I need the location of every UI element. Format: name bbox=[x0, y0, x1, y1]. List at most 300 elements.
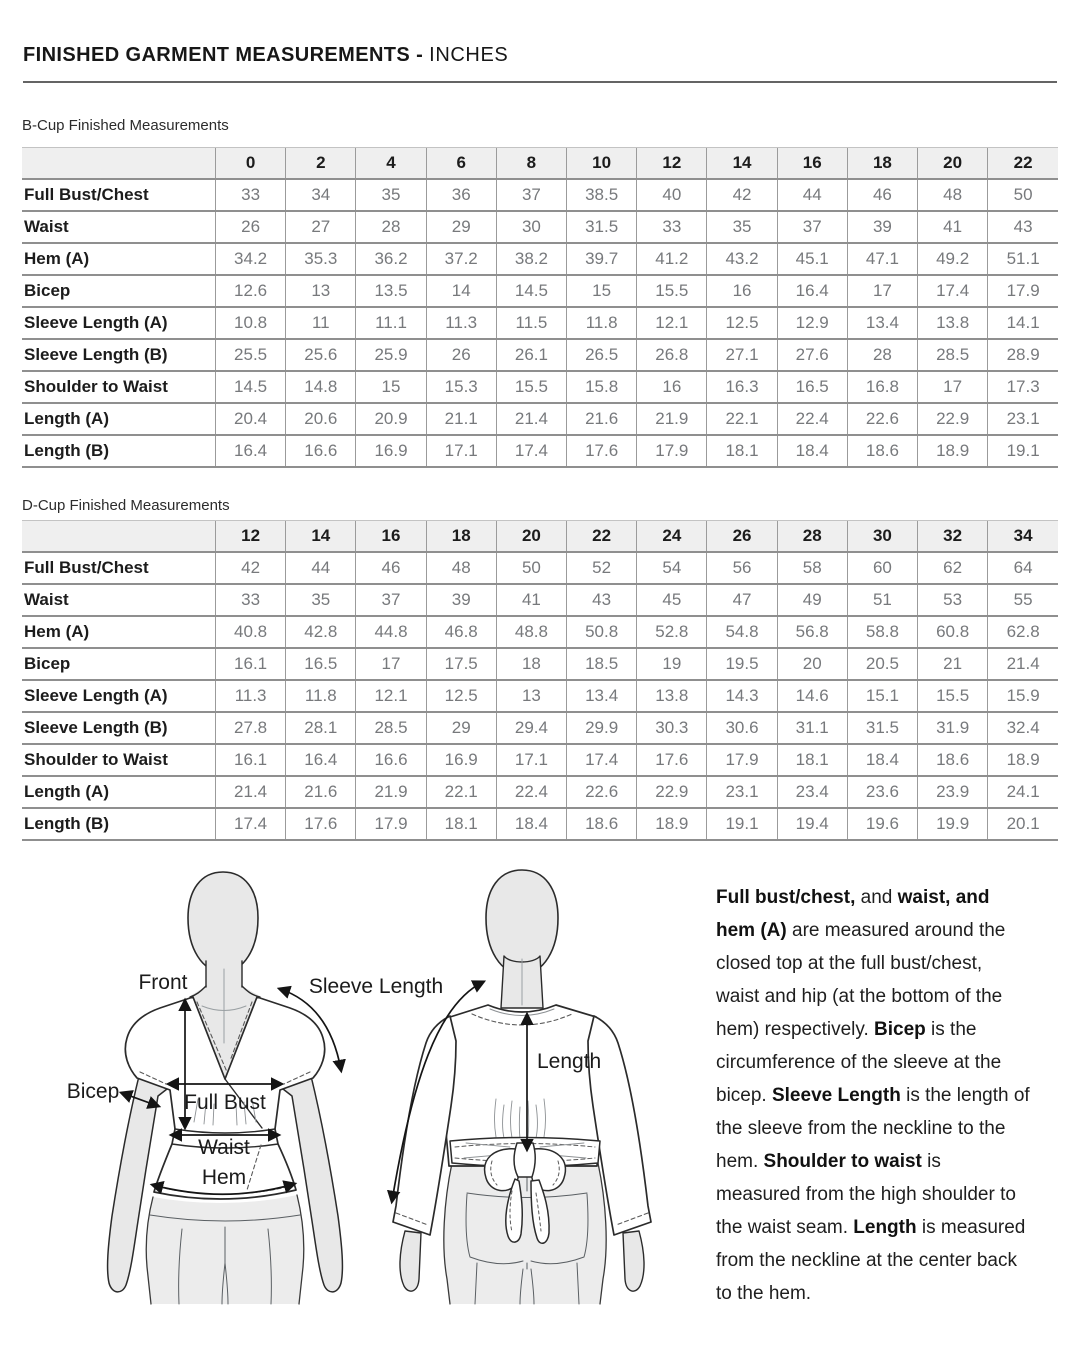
measurement-value: 44 bbox=[286, 552, 356, 584]
measurement-value: 20.4 bbox=[216, 403, 286, 435]
measurement-value: 19.1 bbox=[707, 808, 777, 840]
measurement-value: 22.4 bbox=[777, 403, 847, 435]
measurement-value: 31.1 bbox=[777, 712, 847, 744]
measurement-diagram bbox=[20, 866, 710, 1346]
measurement-label: Full Bust/Chest bbox=[22, 552, 216, 584]
measurement-value: 23.4 bbox=[777, 776, 847, 808]
measurement-value: 16.9 bbox=[356, 435, 426, 467]
d-cup-section bbox=[22, 497, 1058, 841]
description-term: waist, and hem (A) bbox=[716, 887, 990, 941]
measurement-value: 14.5 bbox=[216, 371, 286, 403]
measurement-value: 17.6 bbox=[637, 744, 707, 776]
measurement-value: 19.5 bbox=[707, 648, 777, 680]
measurement-value: 18.1 bbox=[777, 744, 847, 776]
page-title bbox=[23, 44, 1057, 67]
measurement-value: 17.1 bbox=[496, 744, 566, 776]
measurement-value: 18 bbox=[496, 648, 566, 680]
measurement-value: 33 bbox=[216, 584, 286, 616]
size-header-cell: 30 bbox=[847, 521, 917, 553]
measurement-value: 60 bbox=[847, 552, 917, 584]
measurement-value: 46 bbox=[356, 552, 426, 584]
description-term: Bicep bbox=[874, 1019, 926, 1040]
measurement-value: 42.8 bbox=[286, 616, 356, 648]
measurement-value: 35 bbox=[356, 179, 426, 211]
measurement-value: 35 bbox=[286, 584, 356, 616]
measurement-value: 27.8 bbox=[216, 712, 286, 744]
size-header-cell: 12 bbox=[637, 148, 707, 180]
measurement-value: 39 bbox=[847, 211, 917, 243]
size-header-cell: 14 bbox=[286, 521, 356, 553]
measurement-value: 47.1 bbox=[847, 243, 917, 275]
measurement-value: 15.1 bbox=[847, 680, 917, 712]
measurement-value: 48 bbox=[426, 552, 496, 584]
size-header-cell: 16 bbox=[777, 148, 847, 180]
measurement-value: 27.1 bbox=[707, 339, 777, 371]
measurement-value: 30.3 bbox=[637, 712, 707, 744]
measurement-label: Hem (A) bbox=[22, 616, 216, 648]
measurement-description bbox=[716, 866, 1030, 1346]
measurement-value: 26 bbox=[216, 211, 286, 243]
measurement-value: 11.8 bbox=[567, 307, 637, 339]
measurement-value: 42 bbox=[216, 552, 286, 584]
measurement-value: 40.8 bbox=[216, 616, 286, 648]
measurement-value: 17.4 bbox=[216, 808, 286, 840]
measurement-value: 16.6 bbox=[286, 435, 356, 467]
measurement-row bbox=[22, 211, 1058, 243]
measurement-value: 30.6 bbox=[707, 712, 777, 744]
description-text: is the length of the sleeve from the neckline to the hem. bbox=[716, 1085, 1030, 1172]
measurement-value: 21.9 bbox=[356, 776, 426, 808]
measurement-row bbox=[22, 744, 1058, 776]
measurement-value: 17 bbox=[847, 275, 917, 307]
measurement-value: 43.2 bbox=[707, 243, 777, 275]
size-header-row bbox=[22, 521, 1058, 553]
measurement-row bbox=[22, 552, 1058, 584]
measurement-label: Waist bbox=[22, 584, 216, 616]
full-bust-label: Full Bust bbox=[184, 1091, 266, 1114]
measurement-value: 60.8 bbox=[918, 616, 988, 648]
measurement-value: 25.9 bbox=[356, 339, 426, 371]
description-text: is measured from the neckline at the center back to the hem. bbox=[716, 1217, 1026, 1304]
measurement-row bbox=[22, 584, 1058, 616]
measurement-value: 54.8 bbox=[707, 616, 777, 648]
measurement-value: 20.6 bbox=[286, 403, 356, 435]
measurement-value: 20.9 bbox=[356, 403, 426, 435]
size-header-cell: 28 bbox=[777, 521, 847, 553]
measurement-label: Length (A) bbox=[22, 776, 216, 808]
measurement-value: 28.5 bbox=[356, 712, 426, 744]
measurement-value: 42 bbox=[707, 179, 777, 211]
measurement-value: 19.4 bbox=[777, 808, 847, 840]
measurement-value: 31.9 bbox=[918, 712, 988, 744]
measurement-value: 15.5 bbox=[918, 680, 988, 712]
back-jeans bbox=[444, 1163, 606, 1304]
measurement-value: 18.9 bbox=[918, 435, 988, 467]
size-header-cell: 0 bbox=[216, 148, 286, 180]
measurement-value: 38.5 bbox=[567, 179, 637, 211]
measurement-value: 17.3 bbox=[988, 371, 1058, 403]
measurement-value: 21.1 bbox=[426, 403, 496, 435]
measurement-value: 41 bbox=[496, 584, 566, 616]
measurement-row bbox=[22, 243, 1058, 275]
measurement-value: 12.6 bbox=[216, 275, 286, 307]
measurement-value: 28.5 bbox=[918, 339, 988, 371]
measurement-value: 14.8 bbox=[286, 371, 356, 403]
measurement-value: 18.9 bbox=[988, 744, 1058, 776]
measurement-value: 22.6 bbox=[847, 403, 917, 435]
size-header-cell: 16 bbox=[356, 521, 426, 553]
measurement-value: 49.2 bbox=[918, 243, 988, 275]
size-header-cell: 32 bbox=[918, 521, 988, 553]
measurement-value: 15.9 bbox=[988, 680, 1058, 712]
measurement-value: 23.1 bbox=[707, 776, 777, 808]
measurement-value: 11.3 bbox=[426, 307, 496, 339]
measurement-value: 17.4 bbox=[918, 275, 988, 307]
measurement-value: 46 bbox=[847, 179, 917, 211]
d-cup-caption: D-Cup Finished Measurements bbox=[22, 497, 230, 514]
measurement-value: 28.9 bbox=[988, 339, 1058, 371]
measurement-value: 37.2 bbox=[426, 243, 496, 275]
measurement-row bbox=[22, 435, 1058, 467]
measurement-value: 13.5 bbox=[356, 275, 426, 307]
measurement-value: 17.5 bbox=[426, 648, 496, 680]
measurement-row bbox=[22, 179, 1058, 211]
measurement-value: 18.1 bbox=[707, 435, 777, 467]
measurement-value: 15.5 bbox=[496, 371, 566, 403]
measurement-value: 44.8 bbox=[356, 616, 426, 648]
measurement-value: 43 bbox=[988, 211, 1058, 243]
measurement-value: 17.9 bbox=[988, 275, 1058, 307]
measurement-value: 37 bbox=[356, 584, 426, 616]
measurement-value: 21.4 bbox=[988, 648, 1058, 680]
measurement-value: 16 bbox=[637, 371, 707, 403]
measurement-value: 17.6 bbox=[567, 435, 637, 467]
measurement-value: 39.7 bbox=[567, 243, 637, 275]
back-head bbox=[486, 870, 558, 974]
measurement-value: 30 bbox=[496, 211, 566, 243]
measurement-value: 14.6 bbox=[777, 680, 847, 712]
measurement-value: 18.6 bbox=[567, 808, 637, 840]
measurement-value: 26.8 bbox=[637, 339, 707, 371]
measurement-value: 13.8 bbox=[918, 307, 988, 339]
measurement-value: 12.1 bbox=[637, 307, 707, 339]
measurement-label: Length (B) bbox=[22, 435, 216, 467]
measurement-value: 19.9 bbox=[918, 808, 988, 840]
description-text: is the circumference of the sleeve at the bicep. bbox=[716, 1019, 1002, 1106]
measurement-label: Sleeve Length (B) bbox=[22, 339, 216, 371]
measurement-value: 40 bbox=[637, 179, 707, 211]
measurement-value: 14.3 bbox=[707, 680, 777, 712]
size-header-cell: 6 bbox=[426, 148, 496, 180]
measurement-value: 34 bbox=[286, 179, 356, 211]
measurement-value: 32.4 bbox=[988, 712, 1058, 744]
measurement-value: 51 bbox=[847, 584, 917, 616]
size-header-cell: 10 bbox=[567, 148, 637, 180]
measurement-value: 29.4 bbox=[496, 712, 566, 744]
measurement-value: 26.1 bbox=[496, 339, 566, 371]
measurement-value: 16 bbox=[707, 275, 777, 307]
measurement-label: Shoulder to Waist bbox=[22, 371, 216, 403]
measurement-value: 20 bbox=[777, 648, 847, 680]
description-term: Length bbox=[853, 1217, 917, 1238]
measurement-value: 16.4 bbox=[286, 744, 356, 776]
measurement-value: 54 bbox=[637, 552, 707, 584]
measurement-label: Bicep bbox=[22, 275, 216, 307]
measurement-value: 12.9 bbox=[777, 307, 847, 339]
measurement-value: 27 bbox=[286, 211, 356, 243]
measurement-value: 17.9 bbox=[356, 808, 426, 840]
measurement-value: 35.3 bbox=[286, 243, 356, 275]
title-rule bbox=[23, 81, 1057, 83]
measurement-value: 56 bbox=[707, 552, 777, 584]
measurement-value: 13.4 bbox=[847, 307, 917, 339]
measurement-value: 13 bbox=[496, 680, 566, 712]
measurement-value: 38.2 bbox=[496, 243, 566, 275]
hem-label: Hem bbox=[201, 1166, 247, 1189]
measurement-value: 52 bbox=[567, 552, 637, 584]
b-cup-caption: B-Cup Finished Measurements bbox=[22, 117, 229, 134]
measurement-value: 13 bbox=[286, 275, 356, 307]
measurement-value: 17.9 bbox=[637, 435, 707, 467]
description-term: Full bust/chest, bbox=[716, 887, 856, 908]
measurement-value: 31.5 bbox=[847, 712, 917, 744]
size-header-cell: 18 bbox=[847, 148, 917, 180]
measurement-label: Shoulder to Waist bbox=[22, 744, 216, 776]
measurement-value: 13.8 bbox=[637, 680, 707, 712]
size-header-cell: 4 bbox=[356, 148, 426, 180]
size-header-cell: 34 bbox=[988, 521, 1058, 553]
measurement-value: 15 bbox=[356, 371, 426, 403]
measurement-value: 19 bbox=[637, 648, 707, 680]
measurement-label: Sleeve Length (B) bbox=[22, 712, 216, 744]
measurement-value: 12.5 bbox=[707, 307, 777, 339]
measurement-value: 50 bbox=[496, 552, 566, 584]
diagram-and-description bbox=[20, 866, 1080, 1346]
measurement-value: 17.1 bbox=[426, 435, 496, 467]
back-left-hand bbox=[400, 1231, 421, 1291]
measurement-row bbox=[22, 339, 1058, 371]
measurement-value: 41 bbox=[918, 211, 988, 243]
size-header-cell: 18 bbox=[426, 521, 496, 553]
measurement-value: 21.4 bbox=[496, 403, 566, 435]
measurement-value: 18.4 bbox=[496, 808, 566, 840]
size-header-cell: 26 bbox=[707, 521, 777, 553]
measurement-row bbox=[22, 712, 1058, 744]
measurement-value: 17.9 bbox=[707, 744, 777, 776]
measurement-row bbox=[22, 680, 1058, 712]
measurement-value: 16.6 bbox=[356, 744, 426, 776]
size-header-cell: 12 bbox=[216, 521, 286, 553]
measurement-label: Sleeve Length (A) bbox=[22, 680, 216, 712]
measurement-value: 15.5 bbox=[637, 275, 707, 307]
measurement-row bbox=[22, 616, 1058, 648]
measurement-value: 21.4 bbox=[216, 776, 286, 808]
measurement-value: 22.9 bbox=[918, 403, 988, 435]
back-bow-knot bbox=[514, 1143, 535, 1177]
measurement-value: 35 bbox=[707, 211, 777, 243]
measurement-value: 21.6 bbox=[286, 776, 356, 808]
measurement-value: 23.9 bbox=[918, 776, 988, 808]
size-header-cell: 24 bbox=[637, 521, 707, 553]
d-cup-table bbox=[22, 520, 1058, 841]
measurement-value: 22.6 bbox=[567, 776, 637, 808]
measurement-value: 28 bbox=[356, 211, 426, 243]
measurement-value: 16.1 bbox=[216, 744, 286, 776]
size-header-row bbox=[22, 148, 1058, 180]
measurement-value: 29.9 bbox=[567, 712, 637, 744]
measurement-value: 23.1 bbox=[988, 403, 1058, 435]
measurement-value: 17 bbox=[918, 371, 988, 403]
measurement-label: Waist bbox=[22, 211, 216, 243]
measurement-value: 21.6 bbox=[567, 403, 637, 435]
waist-label: Waist bbox=[198, 1136, 250, 1159]
measurement-value: 28.1 bbox=[286, 712, 356, 744]
measurement-value: 53 bbox=[918, 584, 988, 616]
measurement-value: 16.3 bbox=[707, 371, 777, 403]
measurement-value: 14.5 bbox=[496, 275, 566, 307]
measurement-value: 12.1 bbox=[356, 680, 426, 712]
measurement-row bbox=[22, 648, 1058, 680]
measurement-value: 21.9 bbox=[637, 403, 707, 435]
measurement-label: Length (B) bbox=[22, 808, 216, 840]
measurement-value: 18.6 bbox=[918, 744, 988, 776]
measurement-value: 16.4 bbox=[216, 435, 286, 467]
description-term: Sleeve Length bbox=[771, 1085, 901, 1106]
size-header-cell: 2 bbox=[286, 148, 356, 180]
front-head bbox=[188, 872, 258, 972]
measurement-value: 41.2 bbox=[637, 243, 707, 275]
back-figure bbox=[393, 870, 651, 1304]
measurement-value: 22.1 bbox=[426, 776, 496, 808]
measurement-value: 17 bbox=[356, 648, 426, 680]
measurement-value: 45.1 bbox=[777, 243, 847, 275]
measurement-value: 43 bbox=[567, 584, 637, 616]
measurement-value: 34.2 bbox=[216, 243, 286, 275]
description-text: is measured from the high shoulder to the waist seam. bbox=[716, 1151, 1016, 1238]
description-text: are measured around the closed top at the full bust/chest, waist and hip (at the bottom of the hem) respectively. bbox=[716, 920, 1006, 1040]
measurement-value: 19.1 bbox=[988, 435, 1058, 467]
measurement-value: 37 bbox=[777, 211, 847, 243]
size-header-cell: 22 bbox=[988, 148, 1058, 180]
measurement-value: 18.6 bbox=[847, 435, 917, 467]
measurement-value: 25.5 bbox=[216, 339, 286, 371]
measurement-value: 10.8 bbox=[216, 307, 286, 339]
b-cup-section bbox=[22, 117, 1058, 468]
measurement-value: 62.8 bbox=[988, 616, 1058, 648]
measurement-value: 20.5 bbox=[847, 648, 917, 680]
measurement-value: 15 bbox=[567, 275, 637, 307]
measurement-value: 64 bbox=[988, 552, 1058, 584]
measurement-value: 52.8 bbox=[637, 616, 707, 648]
measurement-row bbox=[22, 371, 1058, 403]
measurement-value: 50 bbox=[988, 179, 1058, 211]
measurement-value: 45 bbox=[637, 584, 707, 616]
measurement-row bbox=[22, 275, 1058, 307]
measurement-value: 14 bbox=[426, 275, 496, 307]
measurement-value: 26 bbox=[426, 339, 496, 371]
size-header-cell: 8 bbox=[496, 148, 566, 180]
measurement-label: Full Bust/Chest bbox=[22, 179, 216, 211]
length-label: Length bbox=[537, 1050, 602, 1073]
measurement-value: 11.8 bbox=[286, 680, 356, 712]
measurement-value: 13.4 bbox=[567, 680, 637, 712]
measurement-value: 17.4 bbox=[567, 744, 637, 776]
size-header-cell: 22 bbox=[567, 521, 637, 553]
measurement-value: 18.5 bbox=[567, 648, 637, 680]
measurement-value: 37 bbox=[496, 179, 566, 211]
measurement-value: 29 bbox=[426, 712, 496, 744]
document-header bbox=[0, 0, 1080, 83]
measurement-row bbox=[22, 403, 1058, 435]
measurement-value: 44 bbox=[777, 179, 847, 211]
b-cup-table bbox=[22, 147, 1058, 468]
measurement-value: 19.6 bbox=[847, 808, 917, 840]
measurement-value: 22.9 bbox=[637, 776, 707, 808]
measurement-label: Sleeve Length (A) bbox=[22, 307, 216, 339]
measurement-row bbox=[22, 808, 1058, 840]
measurement-value: 17.4 bbox=[496, 435, 566, 467]
page-title-units: INCHES bbox=[429, 44, 509, 66]
measurement-value: 11.3 bbox=[216, 680, 286, 712]
corner-cell bbox=[22, 148, 216, 180]
front-label: Front bbox=[138, 971, 188, 994]
measurement-value: 48.8 bbox=[496, 616, 566, 648]
measurement-value: 55 bbox=[988, 584, 1058, 616]
front-figure bbox=[108, 872, 343, 1304]
measurement-value: 29 bbox=[426, 211, 496, 243]
measurement-value: 16.9 bbox=[426, 744, 496, 776]
measurement-value: 16.5 bbox=[777, 371, 847, 403]
measurement-value: 12.5 bbox=[426, 680, 496, 712]
measurement-value: 50.8 bbox=[567, 616, 637, 648]
size-header-cell: 20 bbox=[496, 521, 566, 553]
measurement-value: 14.1 bbox=[988, 307, 1058, 339]
measurement-value: 39 bbox=[426, 584, 496, 616]
measurement-row bbox=[22, 776, 1058, 808]
measurement-value: 24.1 bbox=[988, 776, 1058, 808]
measurement-value: 36.2 bbox=[356, 243, 426, 275]
measurement-value: 26.5 bbox=[567, 339, 637, 371]
measurement-value: 11.5 bbox=[496, 307, 566, 339]
measurement-value: 25.6 bbox=[286, 339, 356, 371]
back-right-hand bbox=[623, 1231, 644, 1291]
measurement-value: 27.6 bbox=[777, 339, 847, 371]
measurement-value: 18.1 bbox=[426, 808, 496, 840]
measurement-value: 16.1 bbox=[216, 648, 286, 680]
bicep-label: Bicep bbox=[66, 1080, 120, 1103]
measurement-value: 56.8 bbox=[777, 616, 847, 648]
measurement-value: 62 bbox=[918, 552, 988, 584]
measurement-value: 16.4 bbox=[777, 275, 847, 307]
measurement-value: 17.6 bbox=[286, 808, 356, 840]
measurement-value: 18.4 bbox=[847, 744, 917, 776]
description-text: and bbox=[855, 887, 898, 908]
measurement-value: 51.1 bbox=[988, 243, 1058, 275]
measurement-value: 36 bbox=[426, 179, 496, 211]
measurement-value: 22.4 bbox=[496, 776, 566, 808]
measurement-value: 33 bbox=[216, 179, 286, 211]
measurement-label: Length (A) bbox=[22, 403, 216, 435]
measurement-label: Hem (A) bbox=[22, 243, 216, 275]
measurement-value: 31.5 bbox=[567, 211, 637, 243]
measurement-value: 28 bbox=[847, 339, 917, 371]
page-title-bold: FINISHED GARMENT MEASUREMENTS - bbox=[23, 44, 424, 66]
measurement-value: 47 bbox=[707, 584, 777, 616]
measurement-value: 58 bbox=[777, 552, 847, 584]
measurement-value: 20.1 bbox=[988, 808, 1058, 840]
measurement-value: 49 bbox=[777, 584, 847, 616]
sleeve-length-label: Sleeve Length bbox=[308, 975, 444, 998]
